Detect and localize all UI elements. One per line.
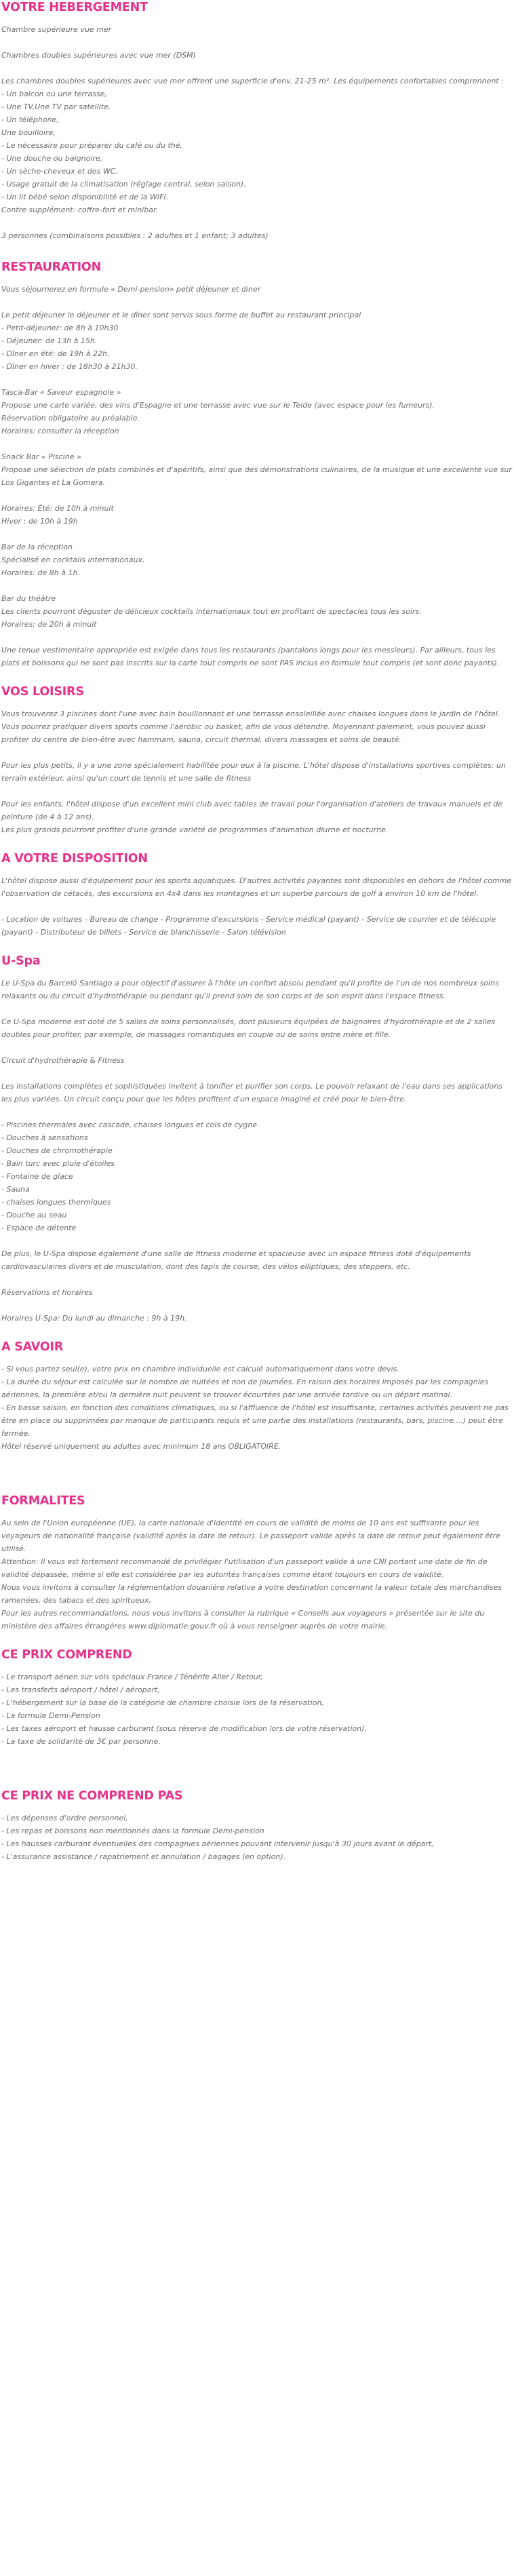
text-line: L'hôtel dispose aussi d'équipement pour les sports aquatiques. D'autres activités payantes sont disponibles en dehors de l'hôtel comme l'observation de cétacés, des excursions en 4x4 dans les montagnes et un superbe parcours de golf à environ 10 km de l'hôtel.: [1, 876, 512, 898]
text-line: Horaires: consulter la réception: [1, 427, 119, 435]
text-line: - Un sèche-cheveux et des WC.: [1, 167, 118, 176]
text-line: - Sauna: [1, 1185, 30, 1194]
text-line: - Si vous partez seul(e), votre prix en chambre individuelle est calculé automatiquement dans votre devis.: [1, 1365, 399, 1373]
text-line: - Les repas et boissons non mentionnés dans la formule Demi-pension: [1, 1827, 264, 1835]
text-line: Spécialisé en cocktails internationaux.: [1, 555, 145, 564]
text-line: Vous trouverez 3 piscines dont l'une avec bain bouillonnant et une terrasse ensoleillée avec chaises longues dans le jardin de l'hôtel. Vous pourrez pratiquer divers sports comme l'aérobic ou basket, afin de vous détendre. Moyennant paiement, vous pouvez aussi profiter du centre de bien-être avec hammam, sauna, circuit thermal, divers massages et soins de beauté.: [1, 709, 500, 744]
paragraph-spacer: [1, 216, 513, 229]
text-line: - La durée du séjour est calculée sur le nombre de nuitées et non de journées. En raison des horaires imposés par les compagnies aériennes, la première et/ou la dernière nuit peuvent se trouver écourtées par une arrivée tardive ou un départ matinal.: [1, 1378, 489, 1399]
text-line: Propose une sélection de plats combinés et d'apéritifs, ainsi que des démonstrations culinaires, de la musique et une excellente vue sur Los Gigantes et La Gomera.: [1, 465, 512, 487]
text-line: - Le nécessaire pour préparer du café ou du thé,: [1, 141, 183, 150]
paragraph: [1, 49, 513, 62]
text-line: Le U-Spa du Barceló Santiago a pour objectif d'assurer à l'hôte un confort absolu pendant qu'il profite de l'un de nos nombreux soins relaxants ou du circuit d'hydrothérapie ou pendant qu'il prend soin de son corps et de son esprit dans l'espace fitness.: [1, 979, 499, 1000]
text-line: Une bouilloire,: [1, 128, 56, 137]
text-line: Chambres doubles supérieures avec vue mer (DSM): [1, 51, 196, 60]
section-hebergement: [1, 0, 513, 242]
text-line: - Un lit bébé selon disponibilité et de la WIFI.: [1, 193, 169, 201]
text-line: - Dîner en été: de 19h à 22h.: [1, 349, 110, 358]
text-line: - Un balcon ou une terrasse,: [1, 90, 108, 98]
text-line: Vous séjournerez en formule « Demi-pension» petit déjeuner et diner: [1, 285, 261, 294]
text-line: Les chambres doubles supérieures avec vue mer offrent une superficie d'env. 21-25 m². Les équipements confortables comprennent :: [1, 77, 504, 85]
text-line: Ce U-Spa moderne est doté de 5 salles de soins personnalisés, dont plusieurs équipées de baignoires d'hydrothérapie et de 2 salles doubles pour profiter, par exemple, de massages romantiques en couple ou de soins entre mère et fille.: [1, 1017, 496, 1039]
paragraph-spacer: [1, 528, 513, 541]
paragraph-spacer: [1, 1041, 513, 1054]
paragraph: [1, 75, 513, 216]
text-line: Contre supplément: coffre-fort et minibar.: [1, 206, 158, 214]
text-line: - Espace de détente: [1, 1224, 77, 1232]
paragraph-spacer: [1, 62, 513, 75]
text-line: Horaires U-Spa: Du lundi au dimanche : 9h à 19h.: [1, 1314, 187, 1323]
paragraph-spacer: [1, 785, 513, 798]
text-line: - Location de voitures - Bureau de change - Programme d'excursions - Service médical (payant) - Service de courrier et de télécopie (payant) - Distributeur de billets - Service de blanchisserie - Salon télévision: [1, 915, 496, 937]
paragraph-spacer: [1, 489, 513, 502]
text-line: - En basse saison, en fonction des conditions climatiques, ou si l'affluence de l'hôtel est insuffisante, certaines activités peuvent ne pas être en place ou supprimées par manque de participants requis et une partie des installations (restaurants, bars, piscine....) peut être fermée.: [1, 1403, 509, 1438]
section-title: CE PRIX COMPREND: [1, 1648, 132, 1662]
paragraph: [1, 450, 513, 489]
text-line: 3 personnes (combinaisons possibles : 2 adultes et 1 enfant; 3 adultes): [1, 231, 269, 240]
text-line: Réservations et horaires: [1, 1288, 93, 1297]
text-line: - Fontaine de glace: [1, 1172, 73, 1181]
text-line: - Un téléphone,: [1, 115, 59, 124]
paragraph: [1, 707, 513, 746]
section-title: VOS LOISIRS: [1, 685, 84, 699]
text-line: Propose une carte variée, des vins d'Espagne et une terrasse avec vue sur le Teide (avec espace pour les fumeurs).: [1, 401, 435, 410]
paragraph-spacer: [1, 1067, 513, 1080]
text-line: Bar de la réception: [1, 543, 73, 551]
section-title: A SAVOIR: [1, 1340, 64, 1354]
text-line: De plus, le U-Spa dispose également d'une salle de fitness moderne et spacieuse avec un espace fitness doté d'équipements cardiovasculaires divers et de musculation, dont des tapis de course, des vélos elliptiques, des steppers, etc.: [1, 1249, 471, 1271]
text-line: - Les hausses carburant éventuelles des compagnies aériennes pouvant intervenir jusqu'à 30 jours avant le départ,: [1, 1839, 434, 1848]
paragraph: [1, 1517, 513, 1633]
section-title: FORMALITES: [1, 1494, 85, 1508]
paragraph: [1, 592, 513, 631]
section-savoir: [1, 1340, 513, 1453]
text-line: Horaires: de 20h à minuit: [1, 620, 97, 629]
paragraph: [1, 1671, 513, 1748]
text-line: - Petit-déjeuner: de 8h à 10h30: [1, 324, 119, 332]
text-line: - chaises longues thermiques: [1, 1198, 111, 1207]
text-line: - Les transferts aéroport / hôtel / aéroport,: [1, 1685, 160, 1694]
paragraph: [1, 23, 513, 36]
text-line: - Piscines thermales avec cascade, chaises longues et cols de cygne: [1, 1120, 258, 1129]
section-title: U-Spa: [1, 954, 41, 968]
text-line: - Dîner en hiver : de 18h30 à 21h30.: [1, 362, 138, 371]
text-line: Nous vous invitons à consulter la réglementation douanière relative à votre destination concernant la valeur totale des marchandises ramenées, des tabacs et des spiritueux.: [1, 1583, 502, 1605]
section-title: CE PRIX NE COMPREND PAS: [1, 1789, 183, 1803]
text-line: Snack Bar « Piscine »: [1, 452, 81, 461]
text-line: - L'hébergement sur la base de la catégorie de chambre choisie lors de la réservation,: [1, 1698, 324, 1707]
paragraph: [1, 386, 513, 437]
paragraph-spacer: [1, 631, 513, 644]
section-uspa: [1, 954, 513, 1325]
paragraph: [1, 798, 513, 836]
paragraph: [1, 309, 513, 373]
section-restauration: [1, 260, 513, 669]
paragraph: [1, 644, 513, 669]
paragraph-spacer: [1, 1106, 513, 1118]
paragraph: [1, 874, 513, 900]
paragraph-spacer: [1, 1273, 513, 1286]
paragraph: [1, 1286, 513, 1299]
section-title: VOTRE HEBERGEMENT: [1, 1, 148, 14]
paragraph-spacer: [1, 1299, 513, 1312]
paragraph: [1, 1080, 513, 1106]
paragraph-spacer: [1, 373, 513, 386]
text-line: - Une douche ou baignoire,: [1, 154, 103, 163]
paragraph-spacer: [1, 900, 513, 913]
text-line: Les plus grands pourront profiter d'une grande variété de programmes d'animation diurne et nocturne.: [1, 825, 389, 834]
paragraph: [1, 759, 513, 785]
section-disposition: [1, 851, 513, 939]
section-formalites: [1, 1494, 513, 1633]
paragraph-spacer: [1, 1234, 513, 1247]
paragraph: [1, 1363, 513, 1453]
text-line: - Déjeuner: de 13h à 15h.: [1, 336, 98, 345]
text-line: - Le transport aérien sur vols spéciaux France / Ténérife Aller / Retour,: [1, 1673, 263, 1681]
paragraph-spacer: [1, 579, 513, 592]
paragraph: [1, 1054, 513, 1067]
text-line: Hôtel réservé uniquement au adultes avec minimum 18 ans OBLIGATOIRE.: [1, 1442, 281, 1451]
text-line: - Bain turc avec pluie d'étoiles: [1, 1159, 115, 1168]
text-line: Réservation obligatoire au préalable.: [1, 414, 140, 423]
text-line: Chambre supérieure vue mer: [1, 25, 112, 34]
section-loisirs: [1, 684, 513, 836]
text-line: Pour les enfants, l'hôtel dispose d'un excellent mini club avec tables de travail pour l'organisation d'ateliers de travaux manuels et de peinture (de 4 à 12 ans).: [1, 800, 503, 821]
text-line: Une tenue vestimentaire appropriée est exigée dans tous les restaurants (pantalons longs pour les messieurs). Par ailleurs, tous les plats et boissons qui ne sont pas inscrits sur la carte tout compris ne sont PAS inclus en formule tout compris (et sont donc payants).: [1, 646, 500, 667]
section-prix-ne-comprend: [1, 1789, 513, 1863]
paragraph: [1, 1312, 513, 1325]
text-line: - Douche au seau: [1, 1211, 67, 1219]
paragraph-spacer: [1, 36, 513, 49]
text-line: Pour les plus petits, il y a une zone spécialement habilitée pour eux à la piscine. L'hôtel dispose d'installations sportives complètes: un terrain extérieur, ainsi qu'un court de tennis et une salle de fitness: [1, 761, 506, 783]
section-title: A VOTRE DISPOSITION: [1, 852, 148, 865]
text-line: - Les taxes aéroport et hausse carburant (sous réserve de modification lors de votre réservation),: [1, 1724, 368, 1733]
text-line: Pour les autres recommandations, nous vous invitons à consulter la rubrique « Conseils aux voyageurs » présentée sur le site du ministère des affaires étrangères www.diplomatie.gouv.fr où à vous renseigner auprès de votre mairie.: [1, 1609, 485, 1631]
paragraph-spacer: [1, 746, 513, 759]
text-line: Attention: Il vous est fortement recommandé de privilégier l'utilisation d'un passeport valide à une CNI portant une date de fin de validité dépassée, même si elle est considérée par les autorités françaises comme étant toujours en cours de validité.: [1, 1557, 488, 1579]
text-line: Circuit d'hydrothérapie & Fitness: [1, 1056, 125, 1065]
paragraph: [1, 229, 513, 242]
text-line: Horaires: Été: de 10h à minuit: [1, 504, 114, 513]
paragraph: [1, 541, 513, 579]
text-line: - La taxe de solidarité de 3€ par personne.: [1, 1737, 161, 1746]
paragraph: [1, 502, 513, 528]
text-line: Les installations complètes et sophistiquées invitent à tonifier et purifier son corps. Le pouvoir relaxant de l'eau dans ses applications les plus variées. Un circuit conçu pour que les hôtes profitent d'un espace imaginé et créé pour le bien-être.: [1, 1082, 503, 1104]
paragraph: [1, 283, 513, 296]
text-line: - Une TV,Une TV par satellite,: [1, 102, 111, 111]
text-line: Horaires: de 8h à 1h.: [1, 568, 80, 577]
text-line: - Les dépenses d'ordre personnel,: [1, 1814, 128, 1822]
text-line: Les clients pourront déguster de délicieux cocktails internationaux tout en profitant de spectacles tous les soirs.: [1, 607, 422, 616]
text-line: Hiver : de 10h à 19h: [1, 517, 78, 526]
text-line: Au sein de l'Union européenne (UE), la carte nationale d'identité en cours de validité de moins de 10 ans est suffisante pour les voyageurs de nationalité française (validité après la date de retour). Le passeport valide après la date de retour peut également être utilisé.: [1, 1519, 500, 1553]
paragraph-spacer: [1, 296, 513, 309]
paragraph-spacer: [1, 437, 513, 450]
paragraph: [1, 1812, 513, 1863]
text-line: - Usage gratuit de la climatisation (réglage central, selon saison),: [1, 180, 246, 189]
paragraph-spacer: [1, 1002, 513, 1015]
text-line: Tasca-Bar « Saveur espagnole »: [1, 388, 121, 397]
text-line: - Douches de chromothérapie: [1, 1146, 113, 1155]
text-line: Le petit déjeuner le déjeuner et le dîner sont servis sous forme de buffet au restaurant principal: [1, 311, 361, 319]
text-line: - L'assurance assistance / rapatriement et annulation / bagages (en option).: [1, 1852, 286, 1861]
section-prix-comprend: [1, 1647, 513, 1748]
paragraph: [1, 1247, 513, 1273]
text-line: - Douches à sensations: [1, 1133, 88, 1142]
text-line: - La formule Demi-Pension: [1, 1711, 100, 1720]
paragraph: [1, 913, 513, 939]
paragraph: [1, 1118, 513, 1234]
section-title: RESTAURATION: [1, 260, 102, 274]
text-line: Bar du théâtre: [1, 594, 56, 603]
paragraph: [1, 1015, 513, 1041]
paragraph: [1, 977, 513, 1002]
